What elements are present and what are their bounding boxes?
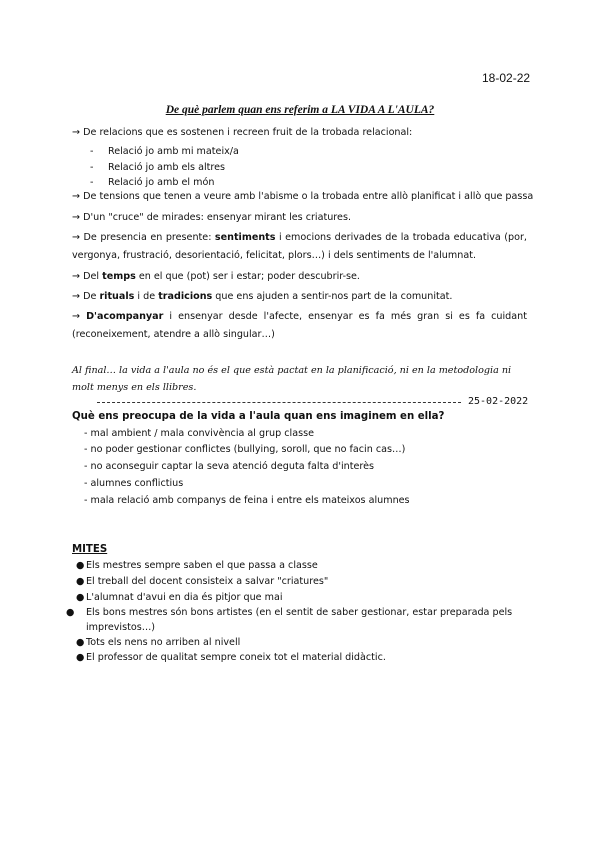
bullet-icon: ● — [66, 607, 75, 618]
arrow-icon: → — [72, 291, 81, 302]
sub-dash: - — [90, 177, 94, 188]
item-acompanyar-cont: (reconeixement, atendre a allò singular…) — [72, 329, 275, 340]
separator-line — [97, 402, 461, 403]
item-temps: → Del temps en el que (pot) ser i estar; poder descubrir-se. — [72, 271, 360, 282]
item-tensions: → De tensions que tenen a veure amb l'abisme o la trobada entre allò planificat i allò que passa — [72, 191, 534, 202]
mites-heading: MITES — [72, 544, 108, 555]
item-presencia: → De presencia en presente: sentiments i emocions derivades de la trobada educativa (por, — [72, 232, 527, 243]
bullet-icon: ● — [76, 652, 85, 663]
item-rituals: → De rituals i de tradicions que ens ajuden a sentir-nos part de la comunitat. — [72, 291, 453, 302]
question-heading: Què ens preocupa de la vida a l'aula quan ens imaginem en ella? — [72, 411, 445, 422]
bullet-icon: ● — [76, 592, 85, 603]
document-title: De què parlem quan ens referim a LA VIDA A L'AULA? — [165, 104, 435, 116]
sub-dash: - — [90, 162, 94, 173]
arrow-icon: → — [72, 271, 81, 282]
concern-item: - mal ambient / mala convivència al grup classe — [84, 428, 314, 439]
bullet-icon: ● — [76, 637, 85, 648]
mite-item: ● Els mestres sempre saben el que passa a classe — [76, 560, 318, 571]
arrow-icon: → — [72, 232, 81, 243]
arrow-icon: → — [72, 311, 81, 322]
date-top: 18-02-22 — [482, 71, 531, 85]
item-relacions: → De relacions que es sostenen i recreen fruit de la trobada relacional: — [72, 127, 413, 138]
item-presencia-cont: vergonya, frustració, desorientació, felicitat, plors…) i dels sentiments de l'alumnat. — [72, 250, 477, 261]
item-cruce: → D'un "cruce" de mirades: ensenyar mirant les criatures. — [72, 212, 351, 223]
concern-item: - mala relació amb companys de feina i entre els mateixos alumnes — [84, 495, 410, 506]
date-second: 25-02-2022 — [468, 396, 529, 407]
sub-item: Relació jo amb el món — [108, 177, 215, 188]
arrow-icon: → — [72, 127, 81, 138]
mite-item: ● L'alumnat d'avui en dia és pitjor que mai — [76, 592, 283, 603]
arrow-icon: → — [72, 191, 81, 202]
arrow-icon: → — [72, 212, 81, 223]
concern-item: - no aconseguir captar la seva atenció deguta falta d'interès — [84, 461, 375, 472]
mite-item: ● Tots els nens no arriben al nivell — [76, 637, 241, 648]
closing-note: Al final… la vida a l'aula no és el que està pactat en la planificació, ni en la metodologia ni molt menys en els llibres. — [72, 365, 512, 393]
mite-item: ● El treball del docent consisteix a salvar "criatures" — [76, 576, 329, 587]
sub-item: Relació jo amb mi mateix/a — [108, 146, 239, 157]
concern-item: - no poder gestionar conflictes (bullying, soroll, que no facin cas…) — [84, 444, 406, 455]
mite-item: ● Els bons mestres són bons artistes (en el sentit de saber gestionar, estar preparada pels imprevistos…) — [66, 607, 513, 633]
bullet-icon: ● — [76, 576, 85, 587]
concern-item: - alumnes conflictius — [84, 478, 184, 489]
mite-item: ● El professor de qualitat sempre coneix tot el material didàctic. — [76, 652, 386, 663]
item-acompanyar: → D'acompanyar i ensenyar desde l'afecte, ensenyar es fa més gran si es fa cuidant — [72, 311, 527, 322]
sub-item: Relació jo amb els altres — [108, 162, 226, 173]
sub-dash: - — [90, 146, 94, 157]
bullet-icon: ● — [76, 560, 85, 571]
